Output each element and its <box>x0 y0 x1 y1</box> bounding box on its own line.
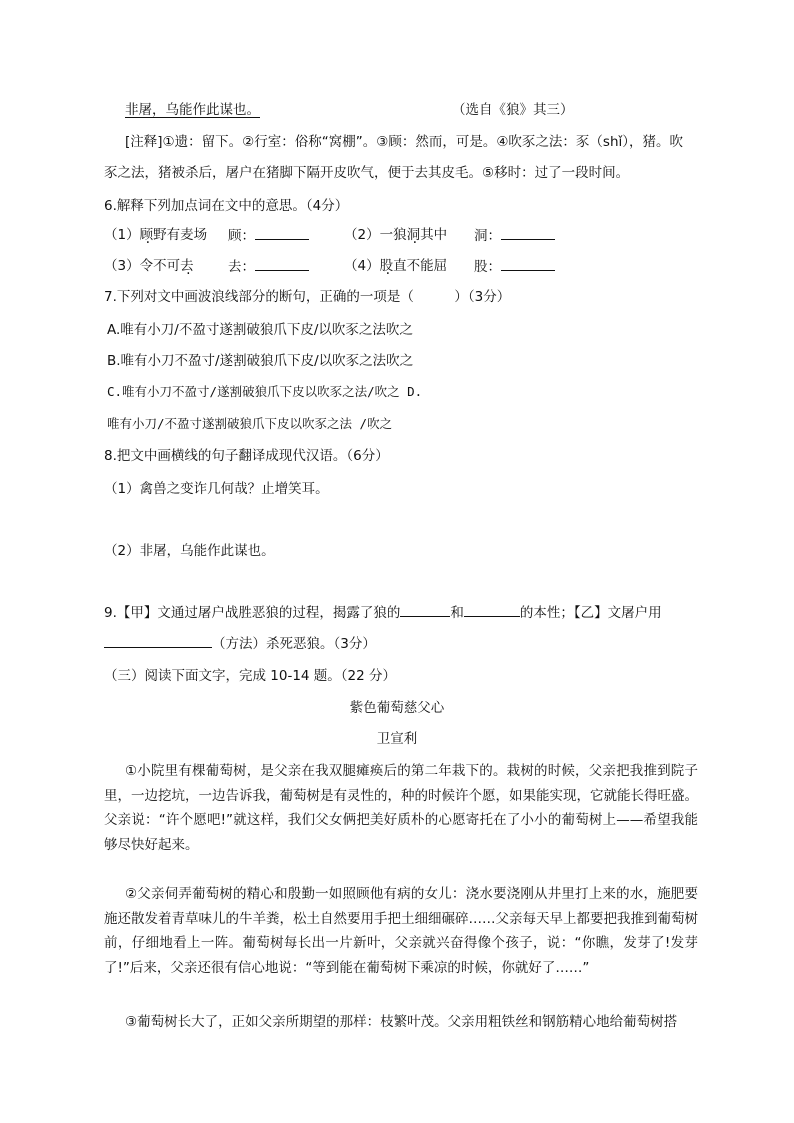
source-citation: （选自《狼》其三） <box>452 102 574 118</box>
q9-text-a: 9.【甲】文通过屠户战胜恶狼的过程，揭露了狼的 <box>104 605 401 621</box>
q9-blank-2[interactable] <box>464 602 520 617</box>
q6-dotted-word: 顾 <box>139 227 154 243</box>
q7-option-a[interactable]: A.唯有小刀/不盈寸遂割破狼爪下皮/以吹豕之法吹之 <box>107 322 413 338</box>
q8-item-2: （2）非屠，乌能作此谋也。 <box>104 543 275 559</box>
notes-line-1: [注释]①遗：留下。②行室：俗称“窝棚”。③顾：然而，可是。④吹豕之法：豕（shǐ），猪。吹 <box>125 134 684 150</box>
q6-item-3 <box>104 256 194 276</box>
article-paragraph-2: ②父亲伺弄葡萄树的精心和殷勤一如照顾他有病的女儿：浇水要浇刚从井里打上来的水，施肥要施还散发着青草味儿的牛羊粪，松土自然要用手把土细细碾碎……父亲每天早上都要把我推到葡萄树前，仔细地看上一阵。葡萄树每长出一片新叶，父亲就兴奋得像个孩子，说：“你瞧，发芽了!发芽了!”后来，父亲还很有信心地说：“等到能在葡萄树下乘凉的时候，你就好了……” <box>104 886 698 976</box>
article-paragraph-3: ③葡萄树长大了，正如父亲所期望的那样：枝繁叶茂。父亲用粗铁丝和钢筋精心地给葡萄树搭 <box>125 1014 678 1030</box>
q9-text-c: 的本性；【乙】文屠户用 <box>519 605 662 621</box>
article-title: 紫色葡萄慈父心 <box>349 700 445 716</box>
q9-blank-1[interactable] <box>400 602 450 617</box>
q8-item-1: （1）禽兽之变诈几何哉？止增笑耳。 <box>104 481 329 497</box>
q9-blank-3[interactable] <box>104 633 212 648</box>
notes-line-2: 豕之法，猪被杀后，屠户在猪脚下隔开皮吹气，便于去其皮毛。⑤移时：过了一段时间。 <box>104 165 630 181</box>
q9-text-b: 和 <box>450 605 464 621</box>
q6-answer-label: 顾： <box>228 228 255 244</box>
q6-dotted-word: 股 <box>379 258 394 274</box>
q9-text-d: （方法）杀死恶狼。（3分） <box>212 636 376 652</box>
q6-item-pre: 一狼 <box>379 227 407 243</box>
q6-item-1 <box>104 225 207 245</box>
q6-answer-blank[interactable] <box>501 225 555 240</box>
q7-option-d[interactable]: 唯有小刀/不盈寸遂割破狼爪下皮以吹豕之法 /吹之 <box>107 416 393 431</box>
q6-item-4 <box>344 256 447 276</box>
q9-line-1 <box>104 602 662 623</box>
q6-answer-blank[interactable] <box>255 256 309 271</box>
q9-line-2 <box>104 633 376 654</box>
q6-item-num: （1） <box>104 227 140 243</box>
q6-item-post: 直不能屈 <box>393 258 448 274</box>
q6-item-post: 其中 <box>420 227 448 243</box>
q6-item-num: （2） <box>344 227 380 243</box>
q6-item-num: （4） <box>344 258 380 274</box>
q6-dotted-word: 去 <box>180 258 194 274</box>
underlined-source-sentence: 非屠，乌能作此谋也。 <box>125 102 260 118</box>
q6-stem: 6.解释下列加点词在文中的意思。（4分） <box>104 198 349 214</box>
q6-item-num: （3） <box>104 258 140 274</box>
q6-dotted-word: 洞 <box>406 227 421 243</box>
q6-answer-2 <box>474 225 555 246</box>
q6-item-pre: 令不可 <box>139 258 181 274</box>
q6-answer-label: 洞： <box>474 228 501 244</box>
q6-answer-1 <box>228 225 309 246</box>
q6-item-2 <box>344 225 447 245</box>
q6-answer-label: 去： <box>228 259 255 275</box>
q6-answer-3 <box>228 256 309 277</box>
q6-answer-4 <box>474 256 555 277</box>
q7-option-c[interactable]: C.唯有小刀不盈寸/遂割破狼爪下皮以吹豕之法/吹之 D. <box>107 384 423 399</box>
q7-stem: 7.下列对文中画波浪线部分的断句，正确的一项是（ ）（3分） <box>104 289 511 305</box>
q6-item-post: 野有麦场 <box>153 227 208 243</box>
q7-option-b[interactable]: B.唯有小刀不盈寸/遂割破狼爪下皮/以吹豕之法吹之 <box>107 353 414 369</box>
q6-answer-blank[interactable] <box>501 256 555 271</box>
section-intro: （三）阅读下面文字，完成 10-14 题。（22 分） <box>104 668 397 684</box>
q6-answer-label: 股： <box>474 259 501 275</box>
q8-stem: 8.把文中画横线的句子翻译成现代汉语。（6分） <box>104 448 389 464</box>
article-author: 卫宣利 <box>376 731 418 747</box>
q6-answer-blank[interactable] <box>255 225 309 240</box>
article-paragraph-1: ①小院里有棵葡萄树，是父亲在我双腿瘫痪后的第二年栽下的。栽树的时候，父亲把我推到院子里，一边挖坑，一边告诉我，葡萄树是有灵性的，种的时候许个愿，如果能实现，它就能长得旺盛。父亲说：“许个愿吧!”就这样，我们父女俩把美好质朴的心愿寄托在了小小的葡萄树上——希望我能够尽快好起来。 <box>104 763 698 853</box>
